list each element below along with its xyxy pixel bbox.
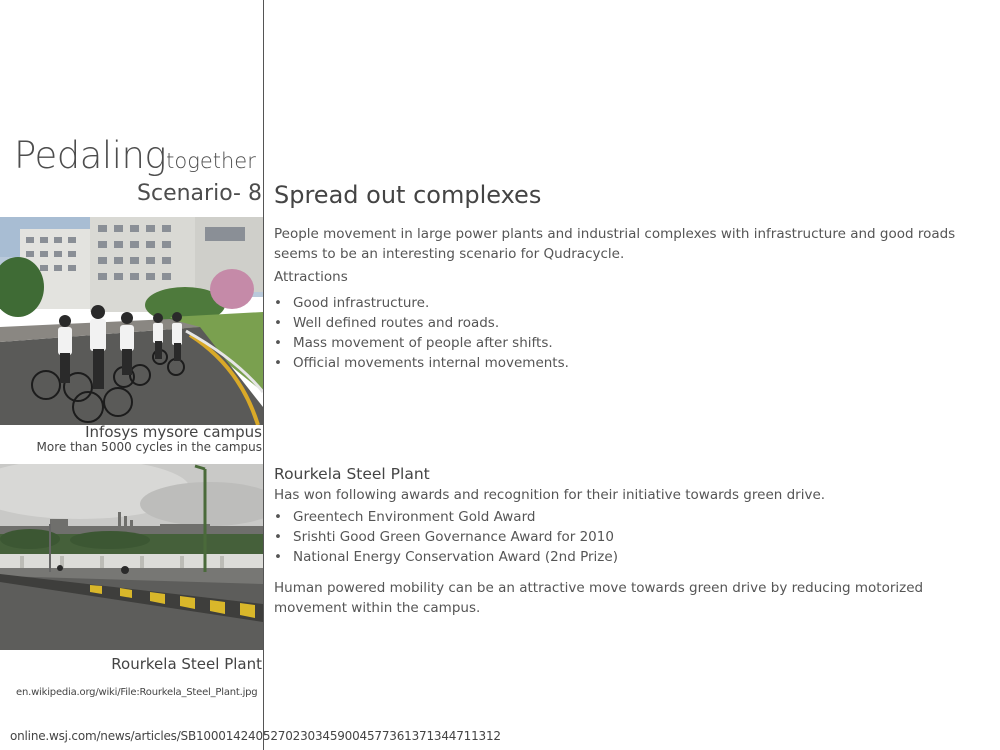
list-item: • Mass movement of people after shifts. <box>274 333 569 353</box>
page-title-secondary: together <box>166 149 256 173</box>
vertical-divider <box>263 0 264 750</box>
rourkela-heading: Rourkela Steel Plant <box>274 465 430 483</box>
conclusion-paragraph: Human powered mobility can be an attractive move towards green drive by reducing motorized movement within the campus. <box>274 580 924 616</box>
section-heading: Spread out complexes <box>274 181 542 209</box>
awards-intro: Has won following awards and recognition for their initiative towards green drive. <box>274 487 826 503</box>
photo2-caption: Rourkela Steel Plant <box>111 655 262 673</box>
intro-paragraph: People movement in large power plants and industrial complexes with infrastructure and good roads seems to be an interesting scenario for Qudracycle. <box>274 226 956 262</box>
page-title <box>14 134 256 177</box>
infosys-campus-photo <box>0 217 263 425</box>
list-item: • National Energy Conservation Award (2nd Prize) <box>274 547 618 567</box>
source-link-wsj[interactable]: online.wsj.com/news/articles/SB10001424052702303459004577361371344711312 <box>10 729 501 743</box>
list-item: • Srishti Good Green Governance Award for 2010 <box>274 527 618 547</box>
page-title-main: Pedaling <box>14 134 167 177</box>
photo1-caption: Infosys mysore campus <box>85 423 262 441</box>
list-item: • Good infrastructure. <box>274 293 569 313</box>
attractions-label: Attractions <box>274 269 348 285</box>
photo1-subcaption: More than 5000 cycles in the campus <box>36 440 262 454</box>
attractions-list <box>274 293 569 373</box>
source-link-wikipedia[interactable]: en.wikipedia.org/wiki/File:Rourkela_Steel_Plant.jpg <box>16 687 258 698</box>
list-item: • Greentech Environment Gold Award <box>274 507 618 527</box>
scenario-label: Scenario- 8 <box>137 181 262 206</box>
rourkela-plant-photo <box>0 464 263 650</box>
list-item: • Official movements internal movements. <box>274 353 569 373</box>
awards-list <box>274 507 618 567</box>
list-item: • Well defined routes and roads. <box>274 313 569 333</box>
